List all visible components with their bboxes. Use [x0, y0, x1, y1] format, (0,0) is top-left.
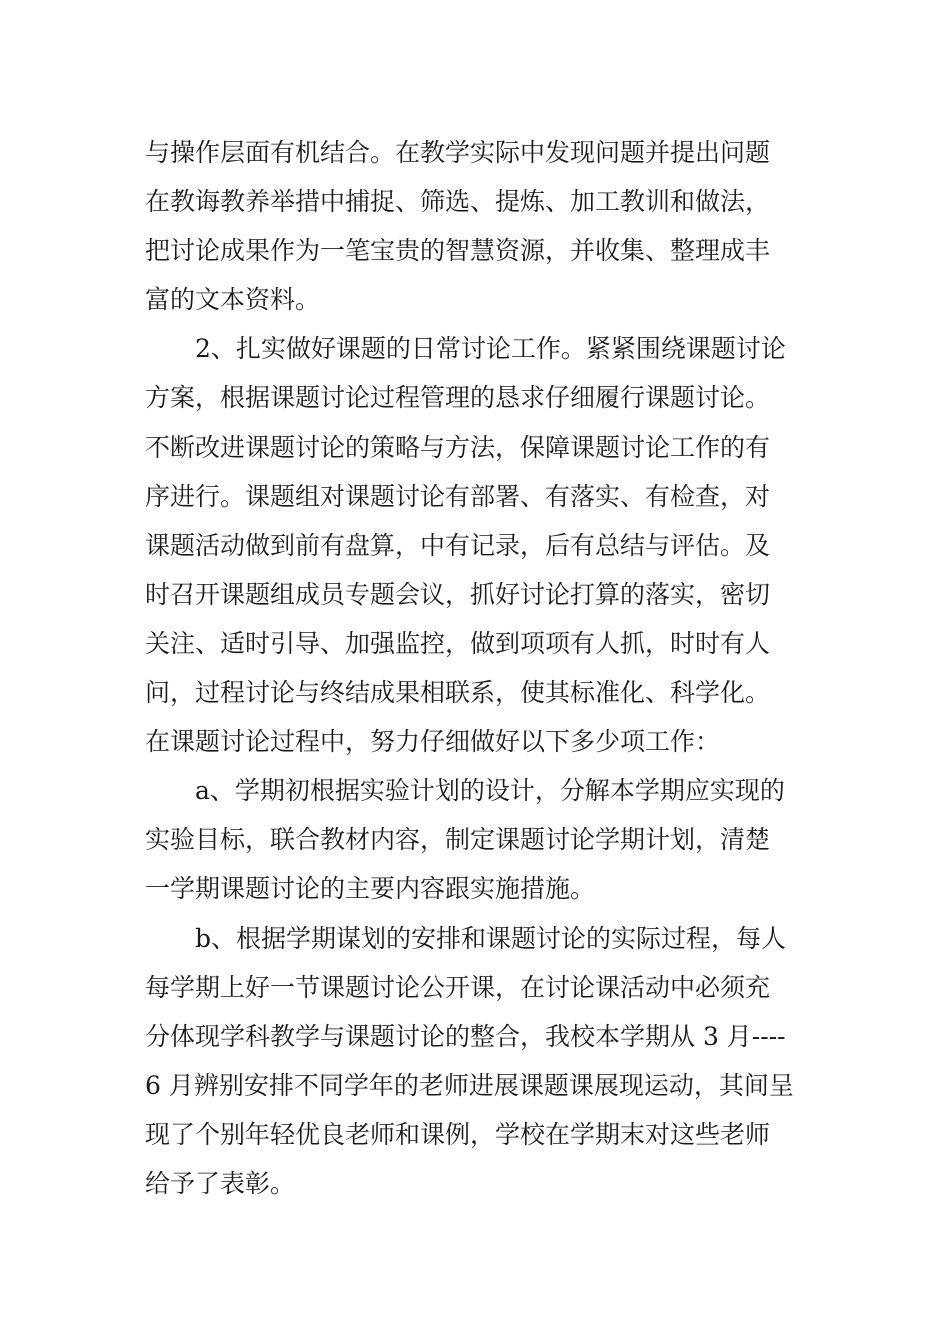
paragraph-start-line: a、学期初根据实验计划的设计，分解本学期应实现的	[195, 776, 785, 806]
text-line: 不断改进课题讨论的策略与方法，保障课题讨论工作的有	[145, 432, 771, 462]
text-line: 关注、适时引导、加强监控，做到项项有人抓，时时有人	[145, 628, 771, 658]
text-line: 方案，根据课题讨论过程管理的恳求仔细履行课题讨论。	[145, 383, 771, 413]
text-line: 富的文本资料。	[145, 285, 321, 315]
text-line: 每学期上好一节课题讨论公开课，在讨论课活动中必须充	[145, 972, 771, 1002]
paragraph-start-line: 2、扎实做好课题的日常讨论工作。紧紧围绕课题讨论	[195, 334, 786, 364]
body-text	[145, 128, 810, 1208]
text-line: 序进行。课题组对课题讨论有部署、有落实、有检查，对	[145, 481, 771, 511]
text-line: 问，过程讨论与终结成果相联系，使其标准化、科学化。	[145, 678, 771, 708]
text-line: 分体现学科教学与课题讨论的整合，我校本学期从 3 月----	[145, 1021, 786, 1051]
text-line: 一学期课题讨论的主要内容跟实施措施。	[145, 874, 596, 904]
text-line: 给予了表彰。	[145, 1168, 296, 1198]
paragraph-start-line: b、根据学期谋划的安排和课题讨论的实际过程，每人	[195, 923, 787, 953]
text-line: 时召开课题组成员专题会议，抓好讨论打算的落实，密切	[145, 579, 771, 609]
text-line: 在课题讨论过程中，努力仔细做好以下多少项工作：	[145, 727, 721, 757]
text-line: 把讨论成果作为一笔宝贵的智慧资源，并收集、整理成丰	[145, 236, 771, 266]
text-line: 现了个别年轻优良老师和课例，学校在学期末对这些老师	[145, 1119, 771, 1149]
text-line: 课题活动做到前有盘算，中有记录，后有总结与评估。及	[145, 530, 771, 560]
text-line: 与操作层面有机结合。在教学实际中发现问题并提出问题	[145, 138, 771, 167]
text-line: 在教诲教养举措中捕捉、筛选、提炼、加工教训和做法，	[145, 187, 771, 217]
text-line: 实验目标，联合教材内容，制定课题讨论学期计划，清楚	[145, 825, 771, 855]
text-line: 6 月辨别安排不同学年的老师进展课题课展现运动，其间呈	[145, 1070, 794, 1100]
